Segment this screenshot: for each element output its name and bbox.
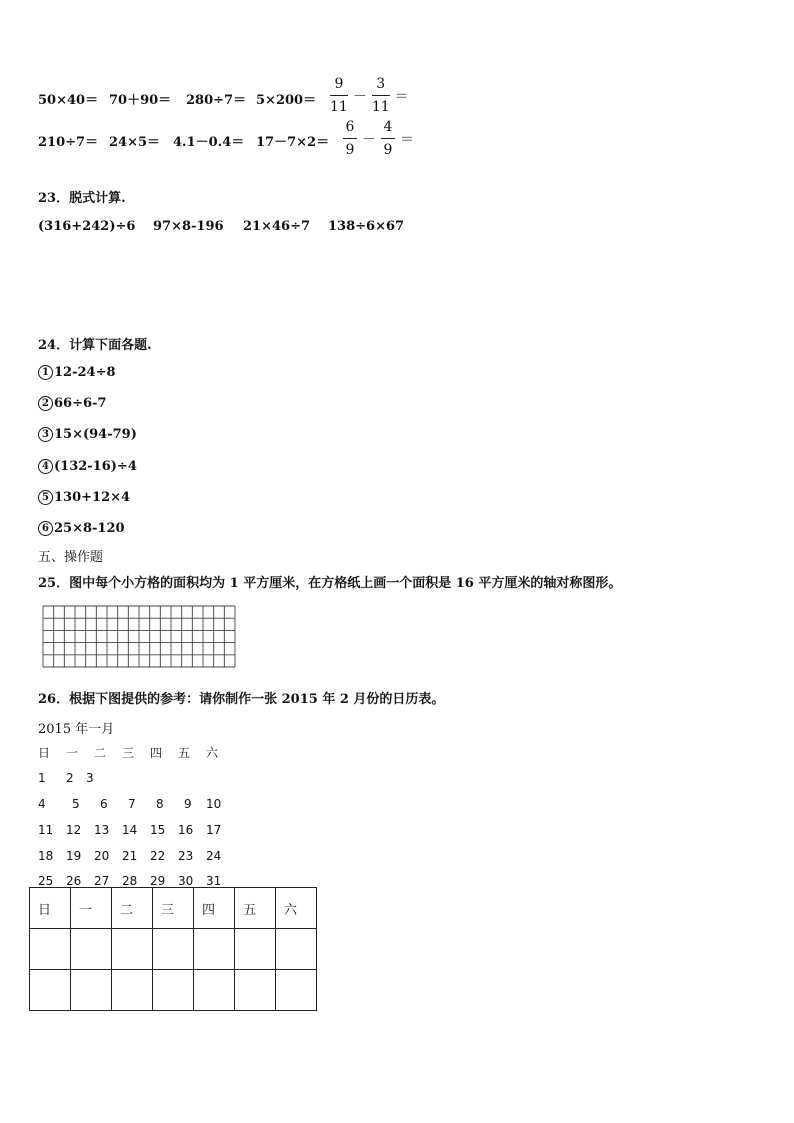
equals-sign: ＝ <box>394 88 409 105</box>
empty-cell[interactable] <box>71 970 112 1011</box>
calendar-day: 8 <box>156 797 164 811</box>
fraction-expression-2 <box>341 119 417 158</box>
calendar-day: 7 <box>128 797 136 811</box>
table-header-row <box>30 888 317 929</box>
calendar-day: 1 <box>38 771 46 785</box>
empty-cell[interactable] <box>153 929 194 970</box>
calendar-day: 22 <box>150 849 166 863</box>
list-item: 5 130+12×4 <box>38 490 130 505</box>
calendar-day: 2 <box>66 771 74 785</box>
question-26-title: 26．根据下图提供的参考：请你制作一张 2015 年 2 月份的日历表。 <box>38 692 445 707</box>
question-24-title: 24．计算下面各题. <box>38 338 152 353</box>
calendar-day: 21 <box>122 849 138 863</box>
question-23-title: 23．脱式计算. <box>38 191 126 206</box>
denominator: 9 <box>383 142 393 158</box>
weekday-label: 三 <box>122 746 135 760</box>
calendar-day: 18 <box>38 849 54 863</box>
empty-cell[interactable] <box>235 929 276 970</box>
table-header-cell: 一 <box>71 888 112 929</box>
empty-cell[interactable] <box>276 929 317 970</box>
calendar-day: 30 <box>178 874 194 888</box>
question-25-title: 25．图中每个小方格的面积均为 1 平方厘米，在方格纸上画一个面积是 16 平方厘米的轴对称图形。 <box>38 576 622 591</box>
numerator: 9 <box>334 76 344 92</box>
calc-item: 5×200＝ <box>256 93 317 108</box>
empty-cell[interactable] <box>276 970 317 1011</box>
fraction-expression-1 <box>328 76 412 115</box>
table-header-cell: 三 <box>153 888 194 929</box>
calendar-day: 14 <box>122 823 138 837</box>
list-item: 1 12-24÷8 <box>38 365 116 380</box>
calendar-day: 28 <box>122 874 138 888</box>
calendar-day: 23 <box>178 849 194 863</box>
list-item: 6 25×8-120 <box>38 521 125 536</box>
calc-item: 70＋90＝ <box>109 93 172 108</box>
calendar-day: 19 <box>66 849 82 863</box>
weekday-label: 五 <box>178 746 191 760</box>
calendar-day: 10 <box>206 797 222 811</box>
calc-item: 280÷7＝ <box>186 93 247 108</box>
operator: － <box>362 131 376 148</box>
calc-item: 50×40＝ <box>38 93 99 108</box>
calc-item: 24×5＝ <box>109 135 161 150</box>
empty-cell[interactable] <box>112 929 153 970</box>
calendar-day: 15 <box>150 823 166 837</box>
empty-cell[interactable] <box>30 929 71 970</box>
empty-cell[interactable] <box>71 929 112 970</box>
empty-cell[interactable] <box>112 970 153 1011</box>
calendar-day: 31 <box>206 874 222 888</box>
calendar-day: 20 <box>94 849 110 863</box>
empty-cell[interactable] <box>235 970 276 1011</box>
table-header-cell: 四 <box>194 888 235 929</box>
empty-cell[interactable] <box>30 970 71 1011</box>
calendar-day: 3 <box>86 771 94 785</box>
calendar-day: 5 <box>72 797 80 811</box>
calendar-title: 2015 年一月 <box>38 722 115 737</box>
february-calendar-table <box>29 887 317 1011</box>
equals-sign: ＝ <box>400 131 414 148</box>
weekday-label: 二 <box>94 746 107 760</box>
calendar-day: 13 <box>94 823 110 837</box>
section-heading: 五、操作题 <box>38 550 104 565</box>
empty-cell[interactable] <box>194 929 235 970</box>
calendar-day: 17 <box>206 823 222 837</box>
calc-item: 210÷7＝ <box>38 135 99 150</box>
list-item: 4 (132-16)÷4 <box>38 459 137 474</box>
numerator: 6 <box>345 119 355 135</box>
calc-item: 4.1－0.4＝ <box>173 135 245 150</box>
denominator: 9 <box>345 142 355 158</box>
table-row <box>30 970 317 1011</box>
calendar-day: 24 <box>206 849 222 863</box>
numerator: 4 <box>383 119 393 135</box>
weekday-label: 日 <box>38 746 51 760</box>
list-item: 2 66÷6-7 <box>38 396 106 411</box>
expression: 21×46÷7 <box>243 219 311 234</box>
calendar-day: 25 <box>38 874 54 888</box>
table-row <box>30 929 317 970</box>
table-header-cell: 五 <box>235 888 276 929</box>
calendar-day: 6 <box>100 797 108 811</box>
grid-paper <box>42 605 236 669</box>
denominator: 11 <box>371 99 390 115</box>
expression: 138÷6×67 <box>328 219 405 234</box>
table-header-cell: 日 <box>30 888 71 929</box>
numerator: 3 <box>376 76 386 92</box>
empty-cell[interactable] <box>153 970 194 1011</box>
calendar-day: 26 <box>66 874 82 888</box>
calendar-day: 4 <box>38 797 46 811</box>
weekday-label: 一 <box>66 746 79 760</box>
table-header-cell: 二 <box>112 888 153 929</box>
empty-cell[interactable] <box>194 970 235 1011</box>
calendar-day: 29 <box>150 874 166 888</box>
denominator: 11 <box>330 99 348 115</box>
calendar-day: 9 <box>184 797 192 811</box>
calendar-day: 11 <box>38 823 54 837</box>
expression: 97×8-196 <box>153 219 224 234</box>
calendar-day: 16 <box>178 823 194 837</box>
calendar-day: 12 <box>66 823 82 837</box>
table-header-cell: 六 <box>276 888 317 929</box>
calendar-day: 27 <box>94 874 110 888</box>
weekday-label: 六 <box>206 746 219 760</box>
weekday-label: 四 <box>150 746 163 760</box>
calc-item: 17－7×2＝ <box>256 135 330 150</box>
expression: (316+242)÷6 <box>38 219 136 234</box>
list-item: 3 15×(94-79) <box>38 427 137 442</box>
operator: － <box>352 88 367 105</box>
